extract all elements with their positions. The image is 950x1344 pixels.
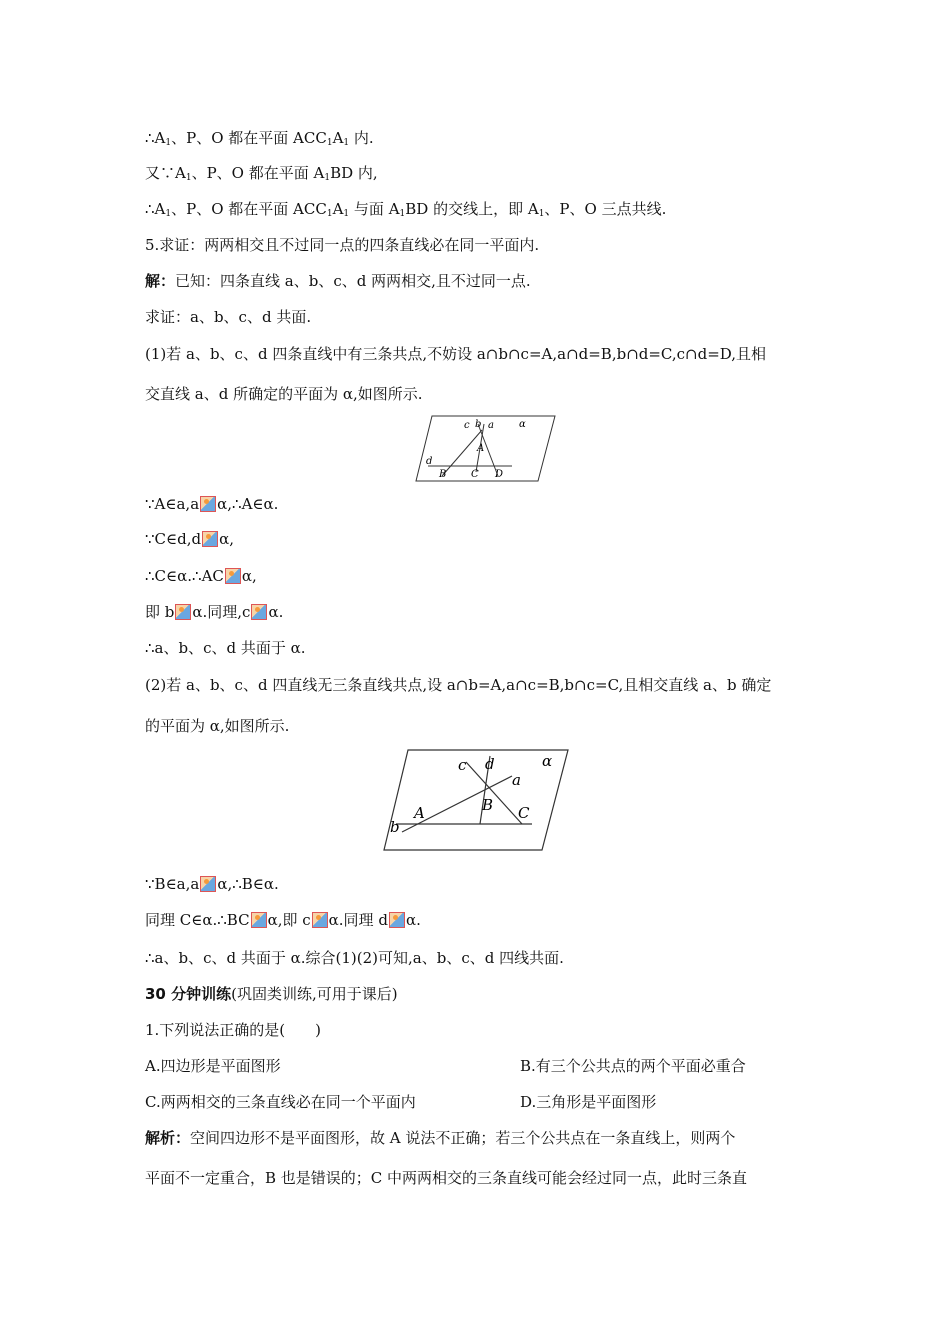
fig2-label-b: b	[390, 818, 400, 836]
option-a: A.四边形是平面图形	[145, 1057, 281, 1075]
subset-symbol-image	[200, 876, 216, 892]
question-5: 5.求证：两两相交且不过同一点的四条直线必在同一平面内.	[145, 236, 540, 254]
subset-symbol-image	[312, 912, 328, 928]
option-c: C.两两相交的三条直线必在同一个平面内	[145, 1093, 416, 1111]
solution-label: 解：	[145, 272, 176, 290]
analysis-line-a: 解析：空间四边形不是平面图形，故 A 说法不正确；若三个公共点在一条直线上，则两个	[145, 1129, 736, 1147]
step-7: 同理 C∈α.∴BC α,即 c α.同理 d α.	[145, 911, 421, 929]
subset-symbol-image	[389, 912, 405, 928]
conclusion: ∴a、b、c、d 共面于 α.综合(1)(2)可知,a、b、c、d 四线共面.	[145, 949, 564, 967]
step-4: 即 b α.同理,c α.	[145, 603, 284, 621]
fig2-label-C: C	[518, 804, 530, 822]
subset-symbol-image	[225, 568, 241, 584]
figure-2	[382, 748, 570, 852]
proof-line-3: $\therefore A_1$、P、O 都在平面 $ACC_1A_1$ 与面 $A_1BD$ 的交线上，即 $A_1$、P、O 三点共线.	[145, 200, 667, 219]
fig2-label-B: B	[482, 796, 494, 814]
step-5: ∴a、b、c、d 共面于 α.	[145, 639, 306, 657]
fig2-label-A: A	[414, 804, 425, 822]
subset-symbol-image	[251, 604, 267, 620]
step-6: ∵B∈a,a α,∴B∈α.	[145, 875, 279, 893]
option-b: B.有三个公共点的两个平面必重合	[520, 1057, 746, 1075]
step-3: ∴C∈α.∴AC α,	[145, 567, 257, 585]
step-2: ∵C∈d,d α,	[145, 530, 235, 548]
analysis-line-b: 平面不一定重合，B 也是错误的；C 中两两相交的三条直线可能会经过同一点，此时三条直	[145, 1169, 748, 1187]
option-d: D.三角形是平面图形	[520, 1093, 657, 1111]
subset-symbol-image	[175, 604, 191, 620]
proof-line-1: $\therefore A_1$、P、O 都在平面 $ACC_1A_1$ 内.	[145, 129, 374, 148]
fig1-label-c: c	[464, 420, 470, 431]
subset-symbol-image	[251, 912, 267, 928]
analysis-label: 解析：	[145, 1129, 191, 1147]
question-1: 1.下列说法正确的是( )	[145, 1021, 322, 1039]
step-1: ∵A∈a,a α,∴A∈α.	[145, 495, 279, 513]
fig1-label-B: B	[439, 469, 447, 480]
subset-symbol-image	[200, 496, 216, 512]
fig2-label-alpha: α	[542, 752, 553, 770]
fig1-label-alpha: α	[519, 419, 526, 430]
fig2-label-c: c	[458, 756, 467, 774]
fig1-label-D: D	[495, 469, 504, 480]
fig1-label-b: b	[475, 419, 482, 430]
fig1-label-A: A	[477, 443, 485, 454]
case1-line-a: (1)若 a、b、c、d 四条直线中有三条共点,不妨设 a∩b∩c=A,a∩d=B,b∩d=C,c∩d=D,且相	[145, 345, 767, 363]
solution-given: 解：已知：四条直线 a、b、c、d 两两相交,且不过同一点.	[145, 272, 531, 290]
fig1-label-d: d	[426, 456, 433, 467]
fig2-label-d: d	[485, 755, 495, 773]
section-heading: 30 分钟训练(巩固类训练,可用于课后)	[145, 985, 398, 1003]
to-prove: 求证：a、b、c、d 共面.	[145, 308, 312, 326]
subset-symbol-image	[202, 531, 218, 547]
case2-line-a: (2)若 a、b、c、d 四直线无三条直线共点,设 a∩b=A,a∩c=B,b∩c=C,且相交直线 a、b 确定	[145, 676, 772, 694]
case2-line-b: 的平面为 α,如图所示.	[145, 717, 290, 735]
proof-line-2: 又$\because A_1$、P、O 都在平面 $A_1BD$ 内,	[145, 164, 378, 183]
figure-1	[414, 414, 556, 484]
fig1-label-C: C	[471, 469, 479, 480]
fig1-label-a: a	[488, 420, 494, 431]
case1-line-b: 交直线 a、d 所确定的平面为 α,如图所示.	[145, 385, 423, 403]
fig2-label-a: a	[512, 771, 521, 789]
